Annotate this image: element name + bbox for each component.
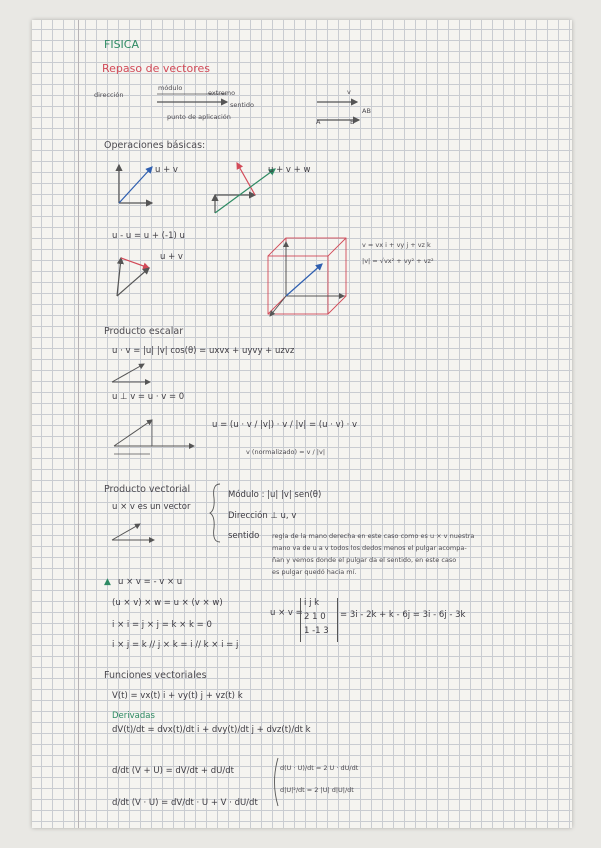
margin-line [78, 20, 79, 828]
label-b: B [350, 118, 355, 126]
projection-formula: u = (u · v / |v|) · v / |v| = (u · v) · v [212, 420, 358, 430]
vectorial-es-vector: u × v es un vector [112, 502, 191, 512]
label-extremo: extremo [208, 89, 236, 97]
triangle-marker: ▲ [104, 577, 111, 587]
label-sentido: sentido [230, 101, 254, 109]
vector-components: v = vx i + vy j + vz k [362, 241, 431, 249]
det-result: = 3i - 2k + k - 6j = 3i - 6j - 3k [340, 610, 466, 620]
page-title: FISICA [104, 38, 140, 51]
escalar-angle-diagram [110, 358, 160, 388]
escalar-title: Producto escalar [104, 326, 184, 337]
label-v: v [347, 88, 351, 96]
resta-formula: u - u = u + (-1) u [112, 231, 185, 241]
notebook-page [32, 20, 572, 828]
escalar-formula: u · v = |u| |v| cos(θ) = uxvx + uyvy + uzvz [112, 346, 295, 356]
sum-two-label: u + v [155, 165, 178, 175]
dot-rule: d/dt (V · U) = dV/dt · U + V · dU/dt [112, 798, 258, 808]
vectorial-angle-diagram [110, 520, 170, 546]
asociativa: (u × v) × w = u × (v × w) [112, 598, 223, 608]
self-rule-2: d|U|²/dt = 2 |U| d|U|/dt [280, 786, 354, 794]
section-title-vectores: Repaso de vectores [102, 62, 210, 75]
perpendicular-formula: u ⊥ v = u · v = 0 [112, 392, 185, 402]
anticonmutativa: u × v = - v × u [118, 577, 183, 587]
paren [270, 756, 280, 808]
vectorial-modulo: Módulo : |u| |v| sen(θ) [228, 490, 322, 500]
ii-formula: i × i = j × j = k × k = 0 [112, 620, 212, 630]
brace [208, 482, 222, 544]
self-rule-1: d(U · U)/dt = 2 U · dU/dt [280, 764, 359, 772]
resta-sum-label: u + v [160, 252, 183, 262]
normalized-formula: v (normalizado) = v / |v| [246, 448, 326, 456]
vectorial-direccion: Dirección ⊥ u, v [228, 511, 297, 521]
funcion-def: V(t) = vx(t) i + vy(t) j + vz(t) k [112, 691, 243, 701]
label-a: A [316, 118, 321, 126]
derivadas-label: Derivadas [112, 711, 155, 721]
funciones-title: Funciones vectoriales [104, 670, 207, 681]
det-label: u × v = [270, 608, 303, 618]
derivada-formula: dV(t)/dt = dvx(t)/dt i + dvy(t)/dt j + dvz(t)/dt k [112, 725, 311, 735]
vectorial-sentido-label: sentido [228, 531, 260, 541]
label-direccion: dirección [94, 91, 124, 99]
vector-sum-diagrams [107, 153, 337, 223]
projection-diagram [110, 410, 200, 460]
label-modulo: módulo [158, 84, 183, 92]
sum-rule: d/dt (V + U) = dV/dt + dU/dt [112, 766, 234, 776]
sentido-text-4: es pulgar quedó hacia mí. [272, 568, 357, 576]
cube-3d-diagram [260, 224, 350, 324]
det-row-2: 2 1 0 [304, 612, 326, 622]
label-ab: AB [362, 107, 371, 115]
det-row-3: 1 -1 3 [304, 626, 329, 636]
operaciones-title: Operaciones básicas: [104, 140, 206, 151]
label-punto-aplicacion: punto de aplicación [167, 113, 231, 121]
vectorial-title: Producto vectorial [104, 484, 191, 495]
sentido-text-3: ñan y vemos donde el pulgar da el sentido, en este caso [272, 556, 457, 564]
ij-formula: i × j = k // j × k = i // k × i = j [112, 640, 239, 650]
vector-parts-diagram [87, 80, 447, 140]
sentido-text-2: mano va de u a v todos los dedos menos el pulgar acompa- [272, 544, 467, 552]
sum-three-label: u + v + w [268, 165, 311, 175]
det-row-1: i j k [304, 598, 320, 608]
sentido-text-1: regla de la mano derecha en este caso como es u × v nuestra [272, 532, 475, 540]
vector-modulo: |v| = √vx² + vy² + vz² [362, 257, 434, 265]
